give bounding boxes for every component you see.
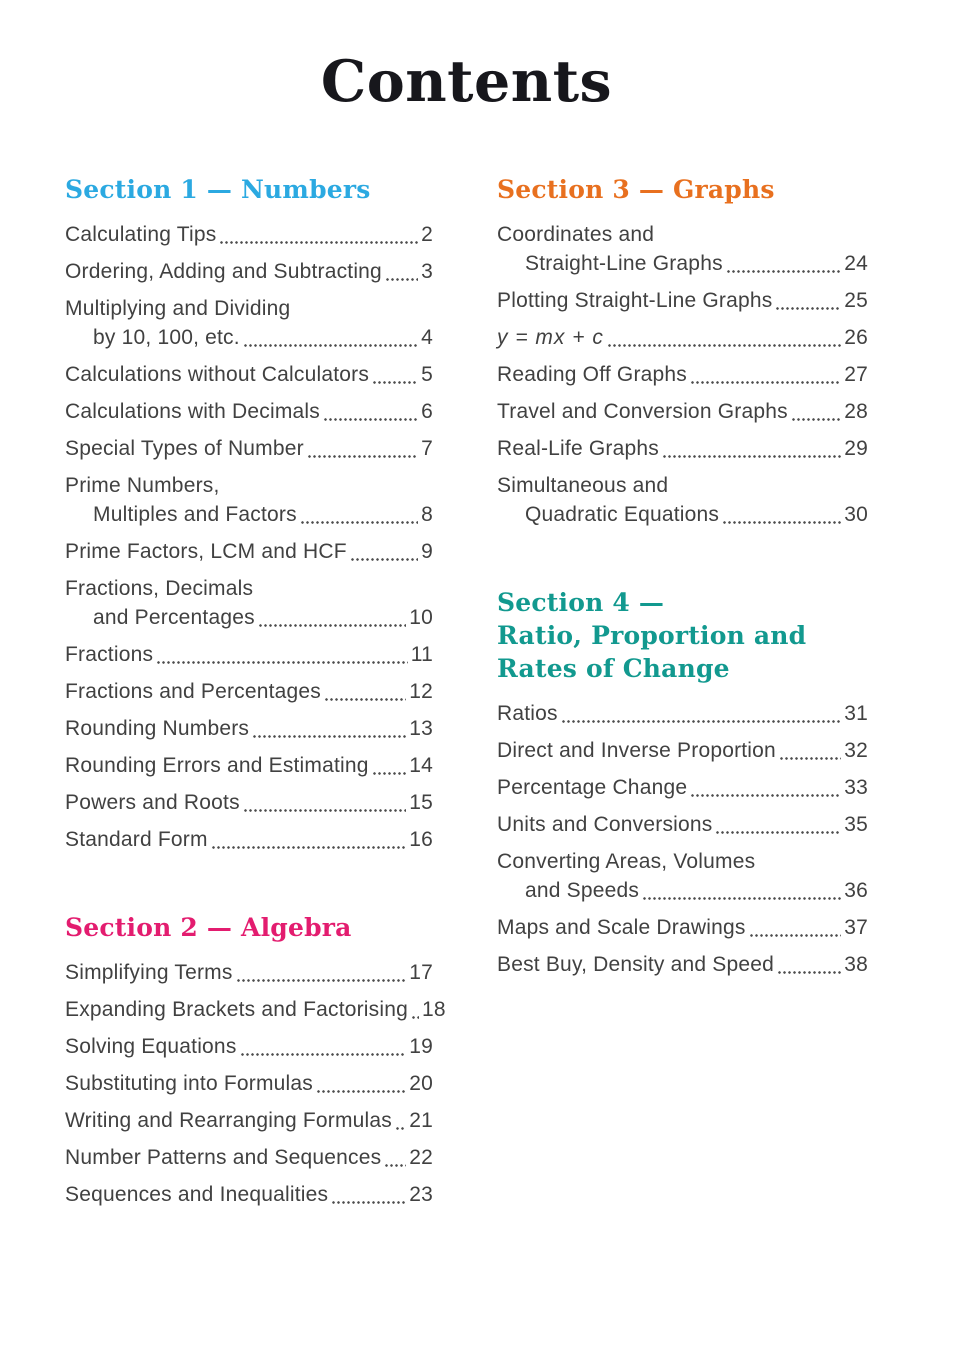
dot-leader <box>642 885 841 905</box>
dot-leader <box>777 959 841 979</box>
toc-entry <box>497 434 868 463</box>
dot-leader <box>411 1004 419 1024</box>
entry-main-line <box>65 714 433 743</box>
entry-label-line: Coordinates and <box>497 223 655 246</box>
entry-label: Units and Conversions <box>497 813 713 836</box>
toc-entry <box>497 286 868 315</box>
dot-leader <box>324 686 406 706</box>
dot-leader <box>243 332 418 352</box>
dot-leader <box>662 443 841 463</box>
entry-label: Calculations with Decimals <box>65 400 320 423</box>
toc-column-left <box>65 173 446 1217</box>
section-heading-line: Rates of Change <box>497 654 730 683</box>
entry-label-line: Prime Numbers, <box>65 474 220 497</box>
page-number: 33 <box>844 776 868 799</box>
dot-leader <box>211 834 407 854</box>
entry-main-line <box>65 751 433 780</box>
page-number: 31 <box>844 702 868 725</box>
section-heading-line: Section 4 — <box>497 588 665 617</box>
entry-label: Simplifying Terms <box>65 961 233 984</box>
entry-main-line <box>497 950 868 979</box>
entry-label: Special Types of Number <box>65 437 304 460</box>
page-number: 30 <box>844 503 868 526</box>
toc-entry <box>65 1069 433 1098</box>
toc-entry <box>65 257 433 286</box>
dot-leader <box>775 295 841 315</box>
toc-section-3 <box>497 173 868 529</box>
dot-leader <box>791 406 841 426</box>
entry-main-line <box>497 360 868 389</box>
toc-entry <box>497 847 868 905</box>
entry-label: Reading Off Graphs <box>497 363 687 386</box>
page-number: 18 <box>422 998 446 1021</box>
entry-label-line: Multiplying and Dividing <box>65 297 291 320</box>
dot-leader <box>690 782 841 802</box>
entry-label: Rounding Errors and Estimating <box>65 754 369 777</box>
page-number: 4 <box>421 326 433 349</box>
entry-main-line <box>497 323 868 352</box>
entry-main-line <box>65 1106 433 1135</box>
dot-leader <box>243 797 406 817</box>
entry-label: Substituting into Formulas <box>65 1072 313 1095</box>
page-number: 2 <box>421 223 433 246</box>
toc-entry <box>65 397 433 426</box>
dot-leader <box>385 266 418 286</box>
page-number: 19 <box>409 1035 433 1058</box>
entry-main-line <box>497 736 868 765</box>
toc-entry <box>497 810 868 839</box>
dot-leader <box>331 1189 406 1209</box>
entry-label: Multiples and Factors <box>93 503 297 526</box>
toc-entry <box>65 995 446 1024</box>
entry-label-line: Converting Areas, Volumes <box>497 850 756 873</box>
entry-label: Rounding Numbers <box>65 717 250 740</box>
entry-main-line <box>497 773 868 802</box>
toc-entry <box>497 699 868 728</box>
toc-entry <box>65 537 433 566</box>
entry-main-line <box>65 537 433 566</box>
page-number: 26 <box>844 326 868 349</box>
dot-leader <box>219 229 418 249</box>
dot-leader <box>779 745 841 765</box>
entry-main-line <box>65 677 433 706</box>
entry-label-line: Fractions, Decimals <box>65 577 254 600</box>
toc-entry <box>497 913 868 942</box>
dot-leader <box>715 819 841 839</box>
page-number: 14 <box>409 754 433 777</box>
entry-main-line <box>65 1180 433 1209</box>
entry-label: Number Patterns and Sequences <box>65 1146 382 1169</box>
dot-leader <box>561 708 842 728</box>
entry-main-line <box>65 1069 433 1098</box>
dot-leader <box>240 1041 407 1061</box>
entry-label: Percentage Change <box>497 776 688 799</box>
entry-label: Powers and Roots <box>65 791 240 814</box>
toc-entry <box>65 220 433 249</box>
page-number: 38 <box>844 953 868 976</box>
page-number: 3 <box>421 260 433 283</box>
dot-leader <box>372 369 418 389</box>
page-number: 15 <box>409 791 433 814</box>
page-number: 9 <box>421 540 433 563</box>
dot-leader <box>258 612 406 632</box>
toc-entry <box>65 640 433 669</box>
entry-main-line <box>65 397 433 426</box>
dot-leader <box>726 258 841 278</box>
entry-main-line <box>65 788 433 817</box>
entry-label: Solving Equations <box>65 1035 237 1058</box>
entry-label: Calculating Tips <box>65 223 217 246</box>
dot-leader <box>690 369 841 389</box>
page-number: 23 <box>409 1183 433 1206</box>
page-number: 17 <box>409 961 433 984</box>
entry-main-line <box>65 500 433 529</box>
entry-main-line <box>65 958 433 987</box>
entry-label: and Speeds <box>525 879 640 902</box>
page-number: 35 <box>844 813 868 836</box>
page-title: Contents <box>320 48 613 115</box>
entry-label: Writing and Rearranging Formulas <box>65 1109 392 1132</box>
entry-label: Ratios <box>497 702 558 725</box>
toc-entry <box>65 751 433 780</box>
page-number: 20 <box>409 1072 433 1095</box>
entry-label: Ordering, Adding and Subtracting <box>65 260 382 283</box>
entry-main-line <box>497 500 868 529</box>
entry-label: Sequences and Inequalities <box>65 1183 329 1206</box>
toc-entry <box>497 397 868 426</box>
entry-label: Travel and Conversion Graphs <box>497 400 788 423</box>
page-number: 11 <box>410 643 433 666</box>
page-number: 8 <box>421 503 433 526</box>
dot-leader <box>722 509 841 529</box>
page-number: 27 <box>844 363 868 386</box>
entry-main-line <box>497 249 868 278</box>
section-heading <box>65 911 433 944</box>
toc-entry <box>65 1032 433 1061</box>
dot-leader <box>749 922 842 942</box>
toc-entry <box>65 788 433 817</box>
dot-leader <box>300 509 418 529</box>
entry-label-line: Simultaneous and <box>497 474 669 497</box>
page-number: 16 <box>409 828 433 851</box>
page-number: 24 <box>844 252 868 275</box>
entry-main-line <box>497 434 868 463</box>
section-heading-line: Section 2 — Algebra <box>65 913 352 942</box>
entry-main-line <box>65 1032 433 1061</box>
toc-entry <box>497 323 868 352</box>
entry-main-line <box>65 995 446 1024</box>
dot-leader <box>236 967 407 987</box>
entry-main-line <box>65 257 433 286</box>
page-number: 32 <box>844 739 868 762</box>
entry-main-line <box>65 323 433 352</box>
dot-leader <box>384 1152 406 1172</box>
section-heading <box>497 173 868 206</box>
dot-leader <box>350 546 418 566</box>
toc-entry <box>65 825 433 854</box>
page-number: 29 <box>844 437 868 460</box>
page-number: 25 <box>844 289 868 312</box>
toc-columns <box>65 173 868 1217</box>
entry-label: Prime Factors, LCM and HCF <box>65 540 347 563</box>
section-heading <box>497 586 868 685</box>
entry-main-line <box>65 220 433 249</box>
dot-leader <box>323 406 418 426</box>
entry-main-line <box>497 397 868 426</box>
entry-label: Quadratic Equations <box>525 503 720 526</box>
entry-label: Best Buy, Density and Speed <box>497 953 775 976</box>
entry-label: Plotting Straight-Line Graphs <box>497 289 773 312</box>
page-number: 36 <box>844 879 868 902</box>
entry-main-line <box>497 810 868 839</box>
entry-label: Straight-Line Graphs <box>525 252 723 275</box>
entry-main-line <box>65 603 433 632</box>
section-heading-line: Section 1 — Numbers <box>65 175 371 204</box>
entry-main-line <box>65 825 433 854</box>
dot-leader <box>395 1115 406 1135</box>
section-heading-line: Section 3 — Graphs <box>497 175 775 204</box>
toc-section-1 <box>65 173 433 854</box>
toc-entry <box>65 714 433 743</box>
dot-leader <box>316 1078 406 1098</box>
entry-main-line <box>497 876 868 905</box>
entry-main-line <box>65 360 433 389</box>
toc-column-right <box>497 173 868 1217</box>
entry-main-line <box>65 640 433 669</box>
page-number: 37 <box>844 916 868 939</box>
toc-entry <box>497 773 868 802</box>
page-number: 22 <box>409 1146 433 1169</box>
toc-entry <box>65 1143 433 1172</box>
toc-entry <box>65 471 433 529</box>
entry-label: Calculations without Calculators <box>65 363 370 386</box>
dot-leader <box>307 443 418 463</box>
entry-label: Fractions and Percentages <box>65 680 321 703</box>
entry-label: y = mx + c <box>497 326 604 349</box>
dot-leader <box>372 760 407 780</box>
toc-entry <box>65 360 433 389</box>
entry-label: Maps and Scale Drawings <box>497 916 746 939</box>
toc-entry <box>65 434 433 463</box>
entry-main-line <box>497 913 868 942</box>
toc-entry <box>65 1106 433 1135</box>
page-number: 12 <box>409 680 433 703</box>
entry-main-line <box>497 699 868 728</box>
page-number: 28 <box>844 400 868 423</box>
page-number: 5 <box>421 363 433 386</box>
entry-label: Standard Form <box>65 828 208 851</box>
page-number: 7 <box>421 437 433 460</box>
toc-entry <box>497 950 868 979</box>
toc-entry <box>65 1180 433 1209</box>
dot-leader <box>252 723 406 743</box>
toc-entry <box>497 471 868 529</box>
dot-leader <box>607 332 841 352</box>
toc-entry <box>65 958 433 987</box>
entry-label: and Percentages <box>93 606 255 629</box>
toc-entry <box>497 220 868 278</box>
entry-label: Fractions <box>65 643 154 666</box>
toc-section-2 <box>65 911 446 1209</box>
entry-main-line <box>65 1143 433 1172</box>
entry-label: Direct and Inverse Proportion <box>497 739 776 762</box>
entry-label: Real-Life Graphs <box>497 437 659 460</box>
toc-entry <box>65 574 433 632</box>
page-number: 10 <box>409 606 433 629</box>
page-number: 21 <box>409 1109 433 1132</box>
toc-entry <box>497 736 868 765</box>
page-number: 6 <box>421 400 433 423</box>
page-number: 13 <box>409 717 433 740</box>
entry-main-line <box>65 434 433 463</box>
entry-label: by 10, 100, etc. <box>93 326 240 349</box>
entry-label: Expanding Brackets and Factorising <box>65 998 408 1021</box>
toc-entry <box>65 294 433 352</box>
section-heading <box>65 173 433 206</box>
entry-main-line <box>497 286 868 315</box>
toc-entry <box>497 360 868 389</box>
section-heading-line: Ratio, Proportion and <box>497 621 807 650</box>
dot-leader <box>156 649 408 669</box>
toc-section-4 <box>497 586 868 979</box>
toc-entry <box>65 677 433 706</box>
